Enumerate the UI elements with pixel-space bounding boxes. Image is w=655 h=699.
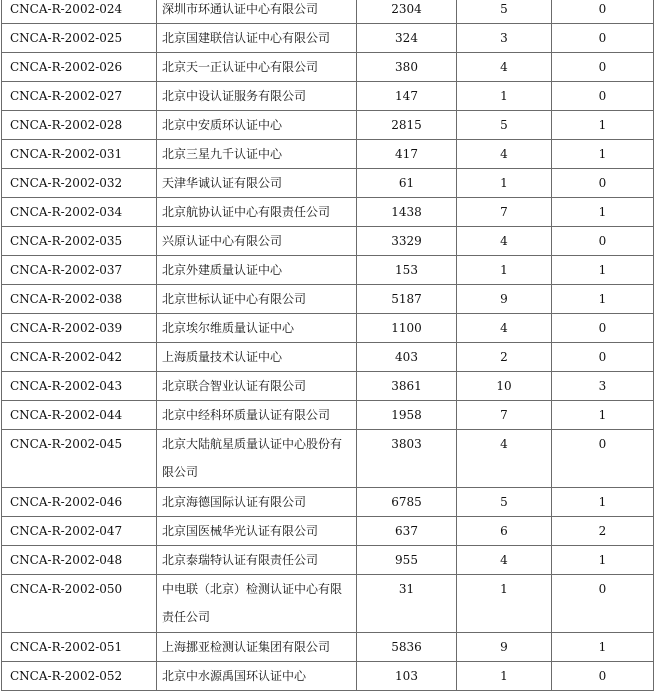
- organization-name-cell: 上海质量技术认证中心: [157, 343, 357, 372]
- value-a-cell: 2304: [357, 0, 457, 24]
- registration-code-cell: CNCA-R-2002-046: [2, 488, 157, 517]
- organization-name-cell: 上海挪亚检测认证集团有限公司: [157, 633, 357, 662]
- registration-code-cell: CNCA-R-2002-038: [2, 285, 157, 314]
- registration-code-cell: CNCA-R-2002-024: [2, 0, 157, 24]
- value-c-cell: 1: [552, 198, 654, 227]
- value-a-cell: 403: [357, 343, 457, 372]
- value-b-cell: 4: [457, 140, 552, 169]
- registration-code-cell: CNCA-R-2002-035: [2, 227, 157, 256]
- table-row: [2, 314, 654, 343]
- value-b-cell: 4: [457, 430, 552, 488]
- value-c-cell: 1: [552, 488, 654, 517]
- value-a-cell: 61: [357, 169, 457, 198]
- organization-name-cell: 北京航协认证中心有限责任公司: [157, 198, 357, 227]
- organization-name-cell: 中电联（北京）检测认证中心有限责任公司: [157, 575, 357, 633]
- registration-code-cell: CNCA-R-2002-047: [2, 517, 157, 546]
- value-b-cell: 2: [457, 343, 552, 372]
- value-a-cell: 2815: [357, 111, 457, 140]
- value-b-cell: 5: [457, 0, 552, 24]
- value-a-cell: 5187: [357, 285, 457, 314]
- value-b-cell: 1: [457, 575, 552, 633]
- table-row: [2, 111, 654, 140]
- value-c-cell: 1: [552, 285, 654, 314]
- value-b-cell: 1: [457, 256, 552, 285]
- value-b-cell: 7: [457, 198, 552, 227]
- value-c-cell: 1: [552, 633, 654, 662]
- value-b-cell: 4: [457, 314, 552, 343]
- value-b-cell: 9: [457, 285, 552, 314]
- value-c-cell: 1: [552, 546, 654, 575]
- registration-code-cell: CNCA-R-2002-037: [2, 256, 157, 285]
- registration-code-cell: CNCA-R-2002-028: [2, 111, 157, 140]
- organization-name-cell: 北京国医械华光认证有限公司: [157, 517, 357, 546]
- value-b-cell: 1: [457, 82, 552, 111]
- value-c-cell: 0: [552, 53, 654, 82]
- registration-code-cell: CNCA-R-2002-045: [2, 430, 157, 488]
- value-a-cell: 324: [357, 24, 457, 53]
- registration-code-cell: CNCA-R-2002-039: [2, 314, 157, 343]
- registration-code-cell: CNCA-R-2002-032: [2, 169, 157, 198]
- value-c-cell: 1: [552, 256, 654, 285]
- registration-code-cell: CNCA-R-2002-043: [2, 372, 157, 401]
- value-a-cell: 3329: [357, 227, 457, 256]
- table-row: [2, 0, 654, 24]
- organization-name-cell: 北京中安质环认证中心: [157, 111, 357, 140]
- organization-name-cell: 北京世标认证中心有限公司: [157, 285, 357, 314]
- value-c-cell: 2: [552, 517, 654, 546]
- table-row: [2, 343, 654, 372]
- registration-code-cell: CNCA-R-2002-034: [2, 198, 157, 227]
- value-a-cell: 955: [357, 546, 457, 575]
- table-row: [2, 401, 654, 430]
- value-a-cell: 147: [357, 82, 457, 111]
- value-c-cell: 0: [552, 227, 654, 256]
- table-row: [2, 82, 654, 111]
- value-a-cell: 31: [357, 575, 457, 633]
- value-c-cell: 1: [552, 140, 654, 169]
- value-a-cell: 3803: [357, 430, 457, 488]
- certification-table: [1, 0, 654, 691]
- value-c-cell: 0: [552, 343, 654, 372]
- table-row: [2, 140, 654, 169]
- value-b-cell: 4: [457, 546, 552, 575]
- value-b-cell: 4: [457, 227, 552, 256]
- value-c-cell: 0: [552, 82, 654, 111]
- value-b-cell: 5: [457, 111, 552, 140]
- value-c-cell: 0: [552, 169, 654, 198]
- registration-code-cell: CNCA-R-2002-048: [2, 546, 157, 575]
- value-b-cell: 3: [457, 24, 552, 53]
- organization-name-cell: 北京天一正认证中心有限公司: [157, 53, 357, 82]
- table-row: [2, 285, 654, 314]
- value-c-cell: 0: [552, 0, 654, 24]
- table-row: [2, 198, 654, 227]
- value-a-cell: 103: [357, 662, 457, 691]
- organization-name-cell: 北京埃尔维质量认证中心: [157, 314, 357, 343]
- table-row: [2, 169, 654, 198]
- table-row: [2, 662, 654, 691]
- value-c-cell: 0: [552, 662, 654, 691]
- organization-name-cell: 北京三星九千认证中心: [157, 140, 357, 169]
- organization-name-cell: 深圳市环通认证中心有限公司: [157, 0, 357, 24]
- table-row: [2, 517, 654, 546]
- value-b-cell: 4: [457, 53, 552, 82]
- registration-code-cell: CNCA-R-2002-026: [2, 53, 157, 82]
- registration-code-cell: CNCA-R-2002-044: [2, 401, 157, 430]
- table-row: [2, 24, 654, 53]
- organization-name-cell: 北京海德国际认证有限公司: [157, 488, 357, 517]
- table-body: [2, 0, 654, 691]
- value-c-cell: 1: [552, 401, 654, 430]
- value-a-cell: 6785: [357, 488, 457, 517]
- registration-code-cell: CNCA-R-2002-042: [2, 343, 157, 372]
- table-row: [2, 575, 654, 633]
- value-a-cell: 1438: [357, 198, 457, 227]
- value-c-cell: 0: [552, 24, 654, 53]
- table-row: [2, 546, 654, 575]
- registration-code-cell: CNCA-R-2002-051: [2, 633, 157, 662]
- organization-name-cell: 北京联合智业认证有限公司: [157, 372, 357, 401]
- value-a-cell: 1100: [357, 314, 457, 343]
- value-b-cell: 5: [457, 488, 552, 517]
- registration-code-cell: CNCA-R-2002-027: [2, 82, 157, 111]
- organization-name-cell: 北京国建联信认证中心有限公司: [157, 24, 357, 53]
- registration-code-cell: CNCA-R-2002-025: [2, 24, 157, 53]
- value-b-cell: 10: [457, 372, 552, 401]
- table-row: [2, 256, 654, 285]
- value-b-cell: 7: [457, 401, 552, 430]
- registration-code-cell: CNCA-R-2002-031: [2, 140, 157, 169]
- value-c-cell: 3: [552, 372, 654, 401]
- organization-name-cell: 兴原认证中心有限公司: [157, 227, 357, 256]
- registration-code-cell: CNCA-R-2002-052: [2, 662, 157, 691]
- value-a-cell: 417: [357, 140, 457, 169]
- value-b-cell: 9: [457, 633, 552, 662]
- value-a-cell: 380: [357, 53, 457, 82]
- organization-name-cell: 北京中经科环质量认证有限公司: [157, 401, 357, 430]
- value-c-cell: 0: [552, 314, 654, 343]
- value-c-cell: 0: [552, 430, 654, 488]
- value-a-cell: 3861: [357, 372, 457, 401]
- value-c-cell: 1: [552, 111, 654, 140]
- value-c-cell: 0: [552, 575, 654, 633]
- organization-name-cell: 北京泰瑞特认证有限责任公司: [157, 546, 357, 575]
- table-row: [2, 633, 654, 662]
- table-row: [2, 227, 654, 256]
- value-a-cell: 637: [357, 517, 457, 546]
- value-a-cell: 1958: [357, 401, 457, 430]
- table-row: [2, 372, 654, 401]
- value-b-cell: 1: [457, 169, 552, 198]
- table-row: [2, 488, 654, 517]
- registration-code-cell: CNCA-R-2002-050: [2, 575, 157, 633]
- organization-name-cell: 北京中设认证服务有限公司: [157, 82, 357, 111]
- table-row: [2, 53, 654, 82]
- organization-name-cell: 天津华诚认证有限公司: [157, 169, 357, 198]
- organization-name-cell: 北京中水源禹国环认证中心: [157, 662, 357, 691]
- value-a-cell: 5836: [357, 633, 457, 662]
- organization-name-cell: 北京外建质量认证中心: [157, 256, 357, 285]
- value-b-cell: 6: [457, 517, 552, 546]
- value-a-cell: 153: [357, 256, 457, 285]
- value-b-cell: 1: [457, 662, 552, 691]
- table-row: [2, 430, 654, 488]
- organization-name-cell: 北京大陆航星质量认证中心股份有限公司: [157, 430, 357, 488]
